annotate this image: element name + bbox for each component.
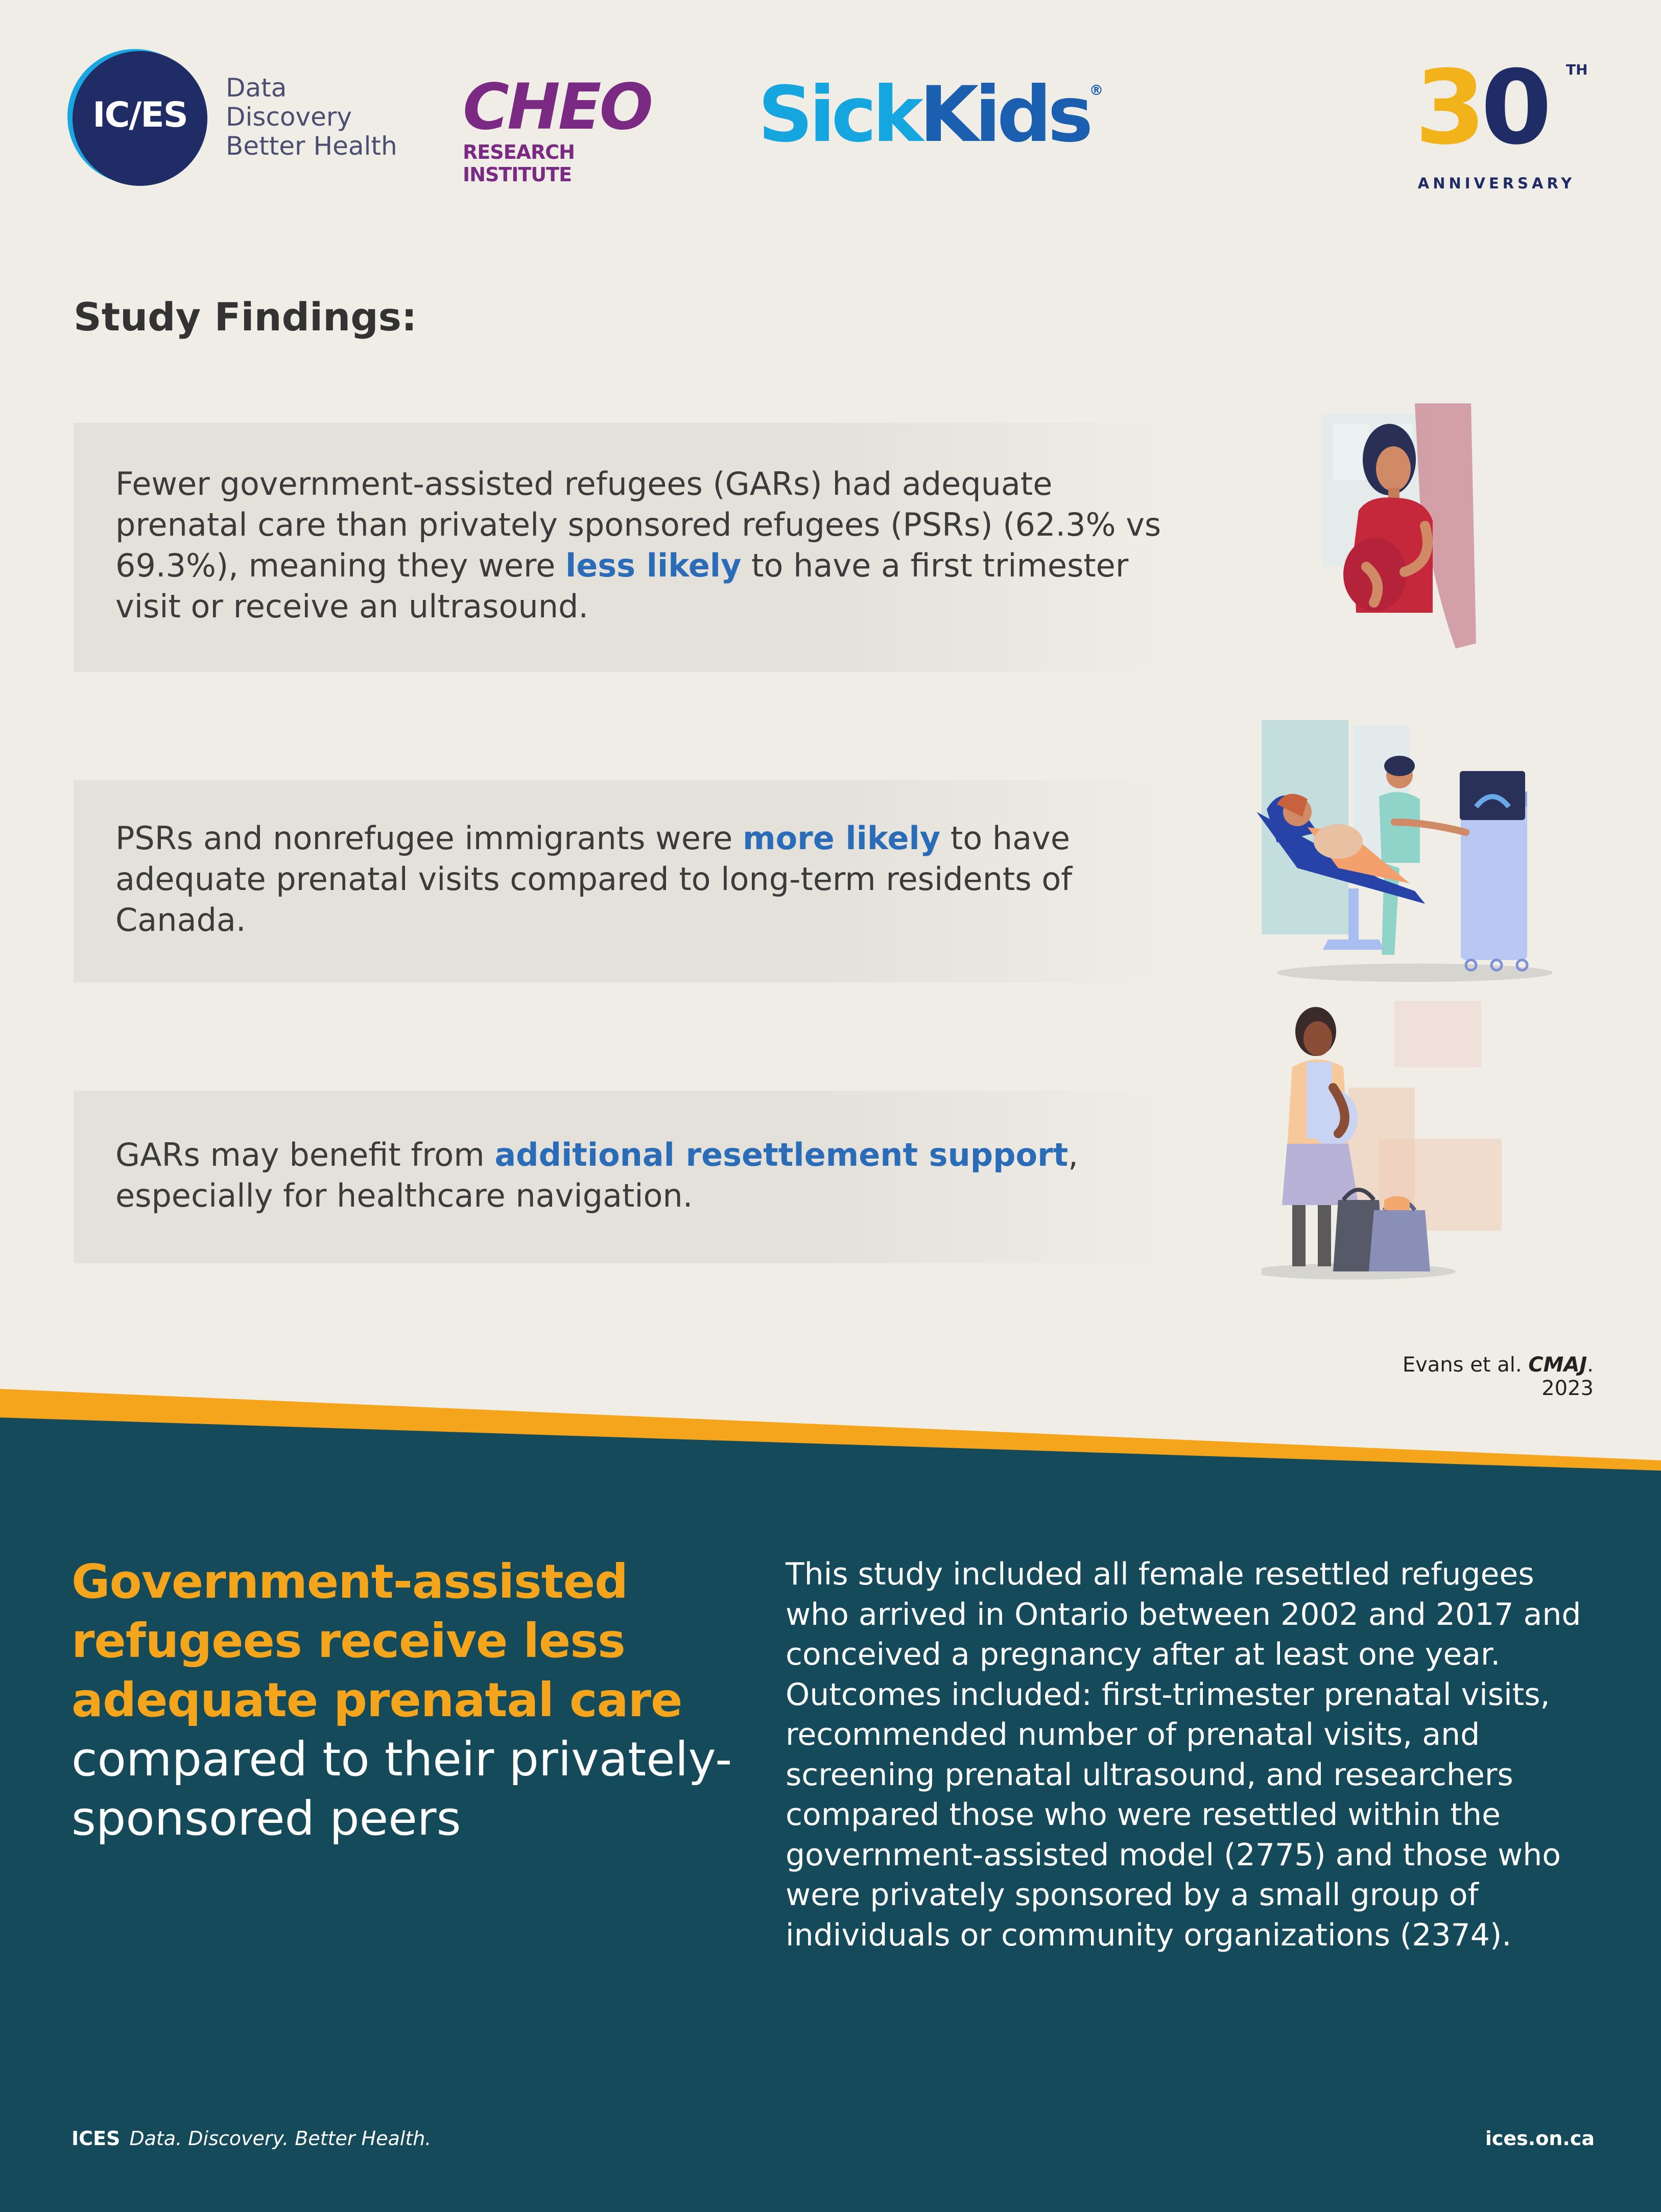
ices-logo-mark	[73, 51, 207, 186]
finding-text-part: PSRs and nonrefugee immigrants were	[115, 820, 743, 857]
finding-highlight: additional resettlement support	[494, 1136, 1069, 1173]
citation-year: . 2023	[1541, 1353, 1594, 1400]
finding-card	[74, 1091, 1177, 1263]
banner-headline	[72, 1552, 776, 1848]
footer-url[interactable]: ices.on.ca	[1485, 2127, 1595, 2150]
finding-text-part: , especially for healthcare navigation.	[115, 1136, 1078, 1214]
finding-text-part: Fewer government-assisted refugees (GARs) had adequate prenatal care than privately sponsored refugees (PSRs) (62.3% vs 69.3%), meaning they were	[115, 465, 1161, 584]
finding-text-part: to have a first trimester visit or receive an ultrasound.	[115, 547, 1129, 625]
finding-text	[115, 464, 1168, 627]
anniversary-number	[1415, 49, 1583, 167]
banner-headline-highlight: Government-assisted refugees receive less adequate prenatal care	[72, 1554, 682, 1727]
ices-tagline-line: Discovery	[226, 102, 352, 132]
anniversary-label: ANNIVERSARY	[1417, 175, 1576, 192]
registered-mark: ®	[1089, 82, 1104, 99]
sickkids-logo-sick: Sick	[758, 70, 920, 159]
study-summary: This study included all female resettled refugees who arrived in Ontario between 2002 and 2017 and conceived a pregnancy after at least one year. Outcomes included: first-trimester prenatal visits, recommended number of prenatal visits, and screening prenatal ultrasound, and researchers compared those who were resettled within the government-assisted model (2775) and those who were privately sponsored by a small group of individuals or community organizations (2374).	[786, 1556, 1581, 1953]
sickkids-logo	[758, 70, 1103, 159]
ices-tagline-line: Data	[226, 73, 287, 103]
finding-highlight: less likely	[565, 547, 742, 584]
findings-title: Study Findings:	[74, 294, 417, 340]
citation-authors: Evans et al.	[1402, 1353, 1529, 1377]
footer-brand-name: ICES	[72, 2127, 121, 2150]
anniversary-digit-zero: 0	[1481, 49, 1547, 167]
finding-card	[74, 780, 1177, 982]
footer-tagline: Data. Discovery. Better Health.	[129, 2127, 432, 2150]
anniversary-suffix: TH	[1566, 61, 1588, 78]
finding-highlight: more likely	[742, 820, 941, 857]
pregnant-woman-icon	[1318, 398, 1502, 654]
woman-with-luggage-icon	[1262, 996, 1517, 1282]
finding-text-part: GARs may benefit from	[115, 1136, 495, 1173]
finding-text	[115, 1135, 1168, 1216]
finding-card	[74, 423, 1177, 672]
cheo-logo	[463, 70, 667, 186]
footer-brand	[72, 2127, 431, 2150]
ices-logo	[73, 51, 399, 189]
sickkids-logo-kids: Kids	[919, 70, 1089, 159]
citation-journal: CMAJ	[1528, 1353, 1587, 1377]
ices-tagline-line: Better Health	[226, 131, 397, 161]
ices-logo-text: IC/ES	[92, 95, 187, 135]
cheo-logo-text: CHEO	[463, 70, 651, 144]
anniversary-logo	[1415, 49, 1588, 195]
finding-text-part: to have adequate prenatal visits compared to long-term residents of Canada.	[115, 820, 1073, 939]
banner-headline-rest: compared to their privately-sponsored peers	[72, 1732, 732, 1846]
anniversary-digit-three: 3	[1415, 49, 1481, 167]
ices-tagline	[226, 74, 397, 161]
ultrasound-exam-icon	[1246, 715, 1563, 991]
finding-text	[115, 818, 1168, 941]
cheo-logo-subtitle: RESEARCH INSTITUTE	[463, 141, 575, 186]
